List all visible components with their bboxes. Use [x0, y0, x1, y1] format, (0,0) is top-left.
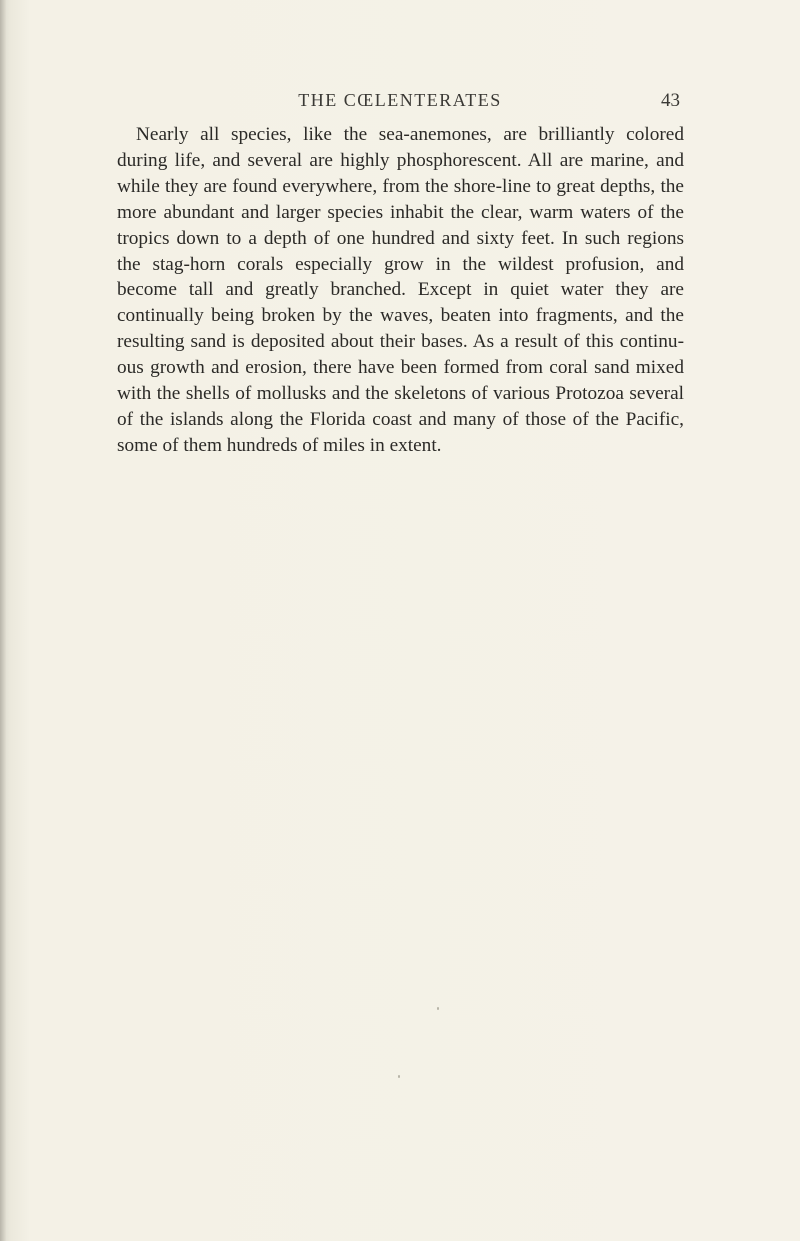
paper-speck — [437, 1007, 439, 1010]
page-gutter — [0, 0, 6, 1241]
body-paragraph: Nearly all species, like the sea-anemones, are brilliantly colored during life, and several are highly phosphorescent. All are marine, and while they are found everywhere, from the shore-line to great depths, the more abundant and larger species inhabit the clear, warm waters of the tropics down to a depth of one hundred and sixty feet. In such regions the stag-horn corals especially grow in the wildest profusion, and become tall and greatly branched. Except in quiet water they are continually being broken by the waves, beaten into fragments, and the resulting sand is deposited about their bases. As a result of this continuous growth and erosion, there have been formed from coral sand mixed with the shells of mollusks and the skeletons of various Protozoa several of the islands along the Florida coast and many of those of the Pacific, some of them hundreds of miles in extent. — [117, 124, 684, 456]
running-title: THE CŒLENTERATES — [298, 90, 502, 110]
page-number: 43 — [661, 90, 680, 111]
paper-speck — [398, 1075, 400, 1078]
running-header — [120, 90, 680, 116]
